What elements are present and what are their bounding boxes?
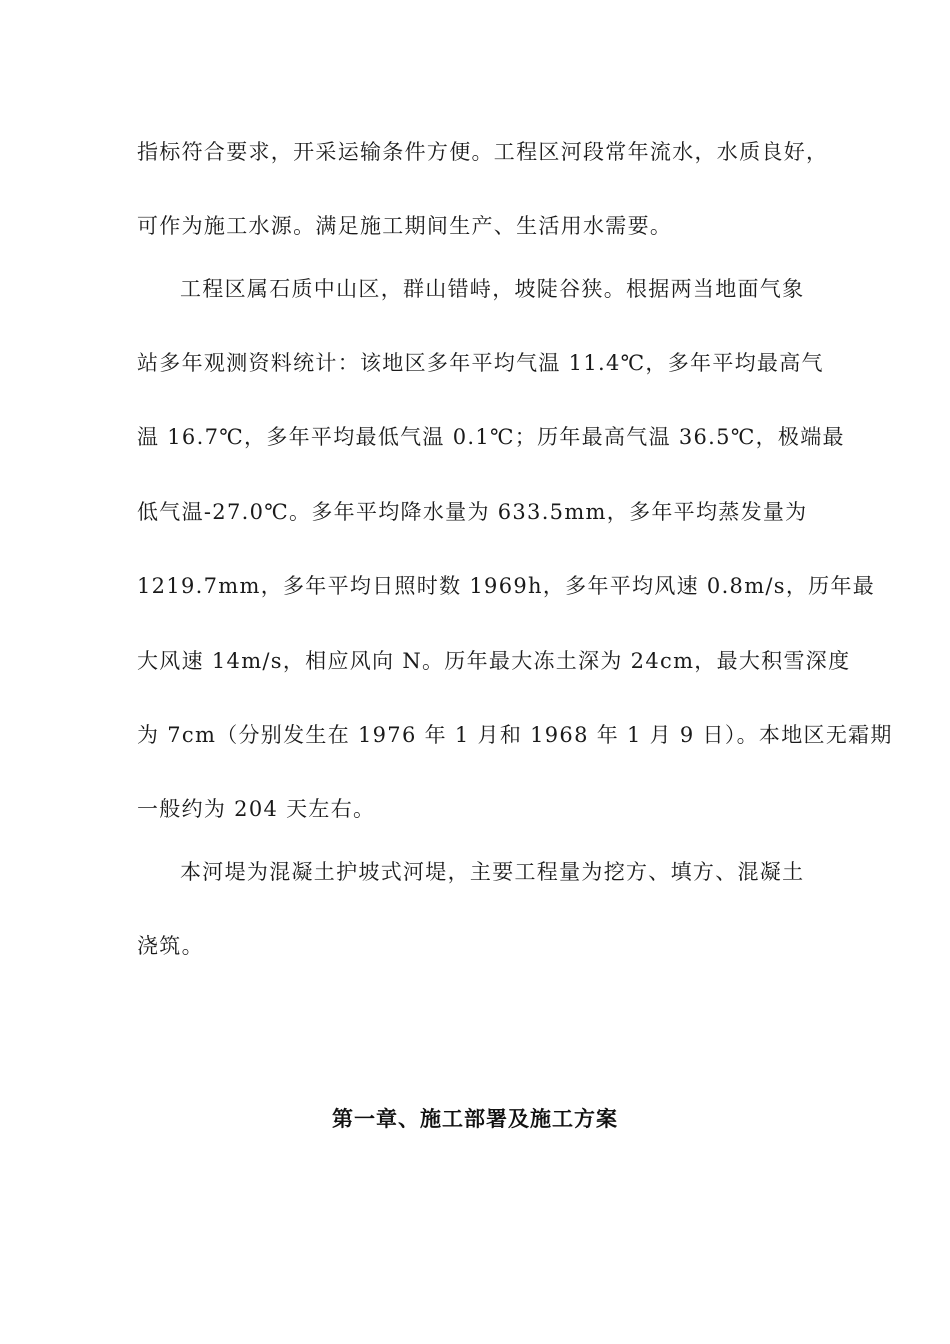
paragraph-2-line-3: 温 16.7℃，多年平均最低气温 0.1℃；历年最高气温 36.5℃，极端最 <box>137 425 845 449</box>
paragraph-2-line-4: 低气温-27.0℃。多年平均降水量为 633.5mm，多年平均蒸发量为 <box>137 500 808 524</box>
paragraph-2-line-5: 1219.7mm，多年平均日照时数 1969h，多年平均风速 0.8m/s，历年最 <box>137 574 876 598</box>
paragraph-2-line-1: 工程区属石质中山区，群山错峙，坡陡谷狭。根据两当地面气象 <box>180 277 805 301</box>
paragraph-2-line-2: 站多年观测资料统计：该地区多年平均气温 11.4℃，多年平均最高气 <box>137 351 824 375</box>
paragraph-2-line-8: 一般约为 204 天左右。 <box>137 797 376 821</box>
paragraph-2-line-7: 为 7cm（分别发生在 1976 年 1 月和 1968 年 1 月 9 日）。本地区无霜期 <box>137 723 893 747</box>
paragraph-1-line-1: 指标符合要求，开采运输条件方便。工程区河段常年流水，水质良好， <box>137 140 829 164</box>
chapter-heading: 第一章、施工部署及施工方案 <box>332 1107 618 1131</box>
paragraph-3-line-1: 本河堤为混凝土护坡式河堤，主要工程量为挖方、填方、混凝土 <box>180 860 805 884</box>
paragraph-3-line-2: 浇筑。 <box>137 934 204 958</box>
paragraph-1-line-2: 可作为施工水源。满足施工期间生产、生活用水需要。 <box>137 214 673 238</box>
paragraph-2-line-6: 大风速 14m/s，相应风向 N。历年最大冻土深为 24cm，最大积雪深度 <box>137 649 851 673</box>
